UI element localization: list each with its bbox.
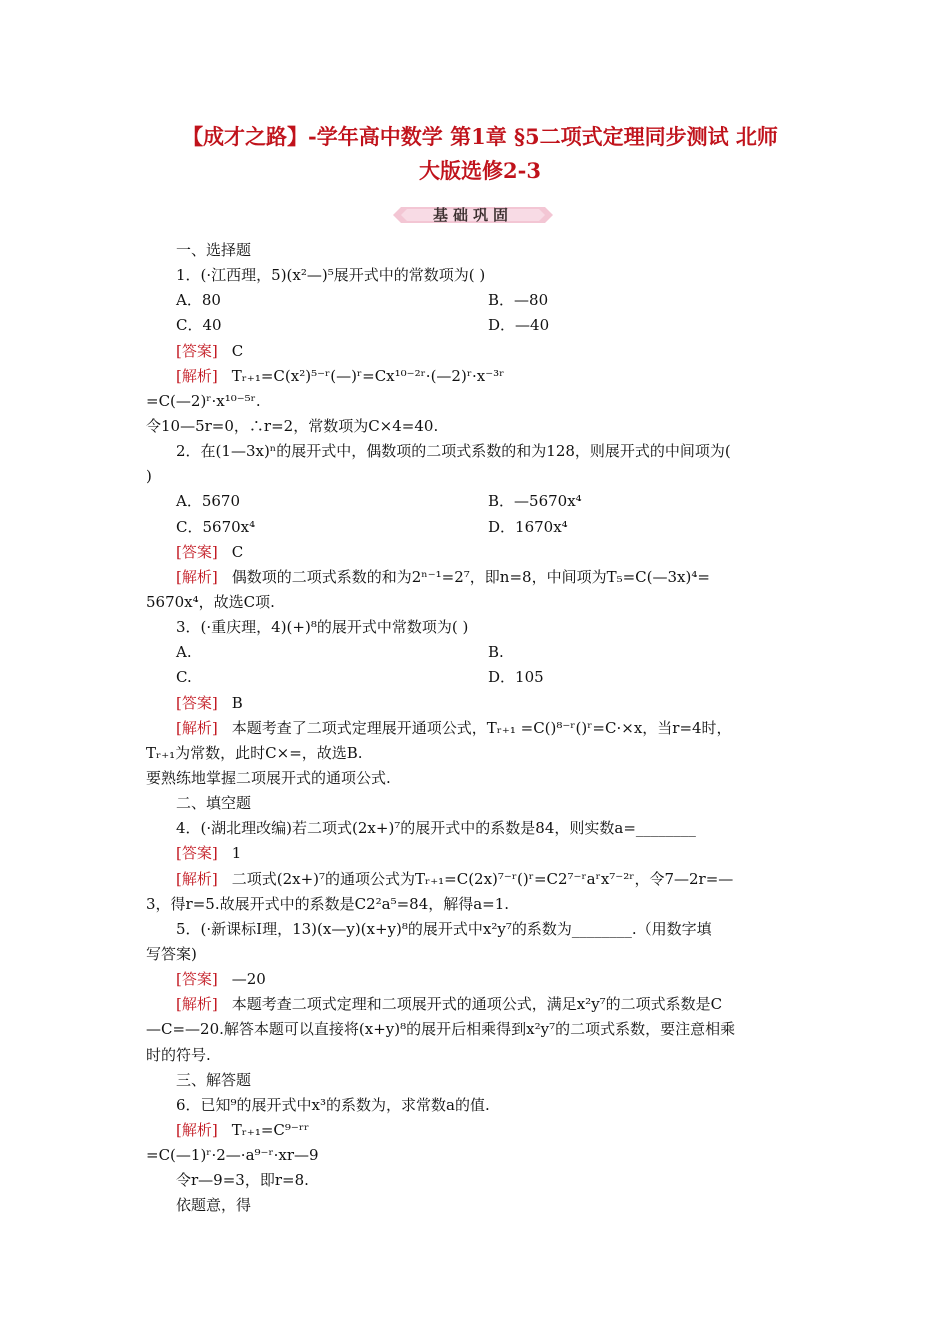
section-heading-3: 三、解答题 <box>176 1070 252 1089</box>
answer-tag: [答案] <box>176 844 218 863</box>
q1-options-row-1 <box>146 288 816 313</box>
q5-explanation-line-3: 时的符号. <box>146 1045 211 1064</box>
question-4: 4．(·湖北理改编)若二项式(2x+)⁷的展开式中的系数是84，则实数a=________ <box>176 819 696 838</box>
q3-explanation-line-2: Tᵣ₊₁为常数，此时C×=，故选B. <box>146 743 363 762</box>
q4-answer <box>146 841 816 866</box>
explanation-tag: [解析] <box>176 1120 218 1139</box>
explanation-text: Tᵣ₊₁=C⁹⁻ʳʳ <box>231 1120 310 1139</box>
answer-value: —20 <box>231 970 266 989</box>
q2-answer <box>146 540 816 565</box>
q6-explanation-line-4: 依题意，得 <box>176 1196 252 1215</box>
explanation-tag: [解析] <box>176 718 218 737</box>
answer-value: C <box>231 341 244 360</box>
q5-answer <box>146 967 816 992</box>
title-line-2: 大版选修2-3 <box>419 158 541 183</box>
answer-tag: [答案] <box>176 341 218 360</box>
answer-tag: [答案] <box>176 542 218 561</box>
explanation-tag: [解析] <box>176 366 218 385</box>
q2-explanation <box>146 565 816 590</box>
explanation-text: 二项式(2x+)⁷的通项公式为Tᵣ₊₁=C(2x)⁷⁻ʳ()ʳ=C2⁷⁻ʳaʳx⁷⁻²ʳ，令7—2r=— <box>231 869 734 888</box>
answer-value: 1 <box>231 844 242 863</box>
q1-option-c: C．40 <box>176 316 222 335</box>
badge-text: 基础巩固 <box>432 206 513 224</box>
q3-option-d: D．105 <box>488 668 544 687</box>
q1-answer <box>146 339 816 364</box>
q5-explanation-line-2: —C=—20.解答本题可以直接将(x+y)⁸的展开后相乘得到x²y⁷的二项式系数，要注意相乘 <box>146 1020 736 1039</box>
q3-option-c: C. <box>176 668 192 687</box>
question-6: 6．已知⁹的展开式中x³的系数为，求常数a的值. <box>176 1095 490 1114</box>
question-5-cont: 写答案) <box>146 944 197 963</box>
question-5: 5．(·新课标Ⅰ理，13)(x—y)(x+y)⁸的展开式中x²y⁷的系数为________.（用数字填 <box>176 919 712 938</box>
q1-explanation-line-3: 令10—5r=0，∴r=2，常数项为C×4=40. <box>146 416 439 435</box>
q6-explanation-line-2: =C(—1)ʳ·2—·a⁹⁻ʳ·xr—9 <box>146 1146 319 1165</box>
explanation-tag: [解析] <box>176 869 218 888</box>
question-2: 2．在(1—3x)ⁿ的展开式中，偶数项的二项式系数的和为128，则展开式的中间项为( <box>176 442 731 461</box>
explanation-text: 偶数项的二项式系数的和为2ⁿ⁻¹=2⁷，即n=8，中间项为T₅=C(—3x)⁴= <box>231 567 710 586</box>
explanation-text: 本题考查二项式定理和二项展开式的通项公式，满足x²y⁷的二项式系数是C <box>231 995 723 1014</box>
q3-option-a: A. <box>176 643 192 662</box>
answer-value: C <box>231 542 244 561</box>
q5-explanation <box>146 992 816 1017</box>
explanation-tag: [解析] <box>176 995 218 1014</box>
question-1: 1．(·江西理，5)(x²—)⁵展开式中的常数项为( ) <box>176 266 486 285</box>
q2-options-row-2 <box>146 515 816 540</box>
q3-option-b: B. <box>488 643 504 662</box>
question-3: 3．(·重庆理，4)(+)⁸的展开式中常数项为( ) <box>176 618 469 637</box>
document-title <box>100 120 860 188</box>
answer-tag: [答案] <box>176 970 218 989</box>
q1-option-b: B．—80 <box>488 291 549 310</box>
q3-explanation <box>146 716 816 741</box>
q6-explanation <box>146 1118 816 1143</box>
explanation-tag: [解析] <box>176 567 218 586</box>
q6-explanation-line-3: 令r—9=3，即r=8. <box>176 1171 309 1190</box>
section-heading-2: 二、填空题 <box>176 794 252 813</box>
q2-option-b: B．—5670x⁴ <box>488 492 582 511</box>
q4-explanation-line-2: 3，得r=5.故展开式中的系数是C2²a⁵=84，解得a=1. <box>146 894 510 913</box>
q1-option-d: D．—40 <box>488 316 550 335</box>
q1-option-a: A．80 <box>176 291 221 310</box>
answer-tag: [答案] <box>176 693 218 712</box>
q3-options-row-2 <box>146 665 816 690</box>
q3-answer <box>146 691 816 716</box>
explanation-text: Tᵣ₊₁=C(x²)⁵⁻ʳ(—)ʳ=Cx¹⁰⁻²ʳ·(—2)ʳ·x⁻³ʳ <box>231 366 505 385</box>
q2-option-c: C．5670x⁴ <box>176 517 256 536</box>
section-badge <box>393 204 553 226</box>
q2-explanation-line-2: 5670x⁴，故选C项. <box>146 592 275 611</box>
explanation-text: 本题考查了二项式定理展开通项公式，Tᵣ₊₁ =C()⁸⁻ʳ()ʳ=C·×x，当r=4时， <box>231 718 732 737</box>
q4-explanation <box>146 867 816 892</box>
question-2-cont: ) <box>146 467 152 486</box>
q2-option-d: D．1670x⁴ <box>488 517 568 536</box>
section-heading-1: 一、选择题 <box>176 241 252 259</box>
title-line-1: 【成才之路】-学年高中数学 第1章 §5二项式定理同步测试 北师 <box>182 124 778 149</box>
q2-options-row-1 <box>146 489 816 514</box>
answer-value: B <box>231 693 243 712</box>
exam-content <box>146 238 816 1218</box>
q1-explanation-line-2: =C(—2)ʳ·x¹⁰⁻⁵ʳ. <box>146 391 261 410</box>
q1-explanation <box>146 364 816 389</box>
q3-options-row-1 <box>146 640 816 665</box>
q2-option-a: A．5670 <box>176 492 241 511</box>
q1-options-row-2 <box>146 313 816 338</box>
q3-explanation-line-3: 要熟练地掌握二项展开式的通项公式. <box>146 768 391 787</box>
